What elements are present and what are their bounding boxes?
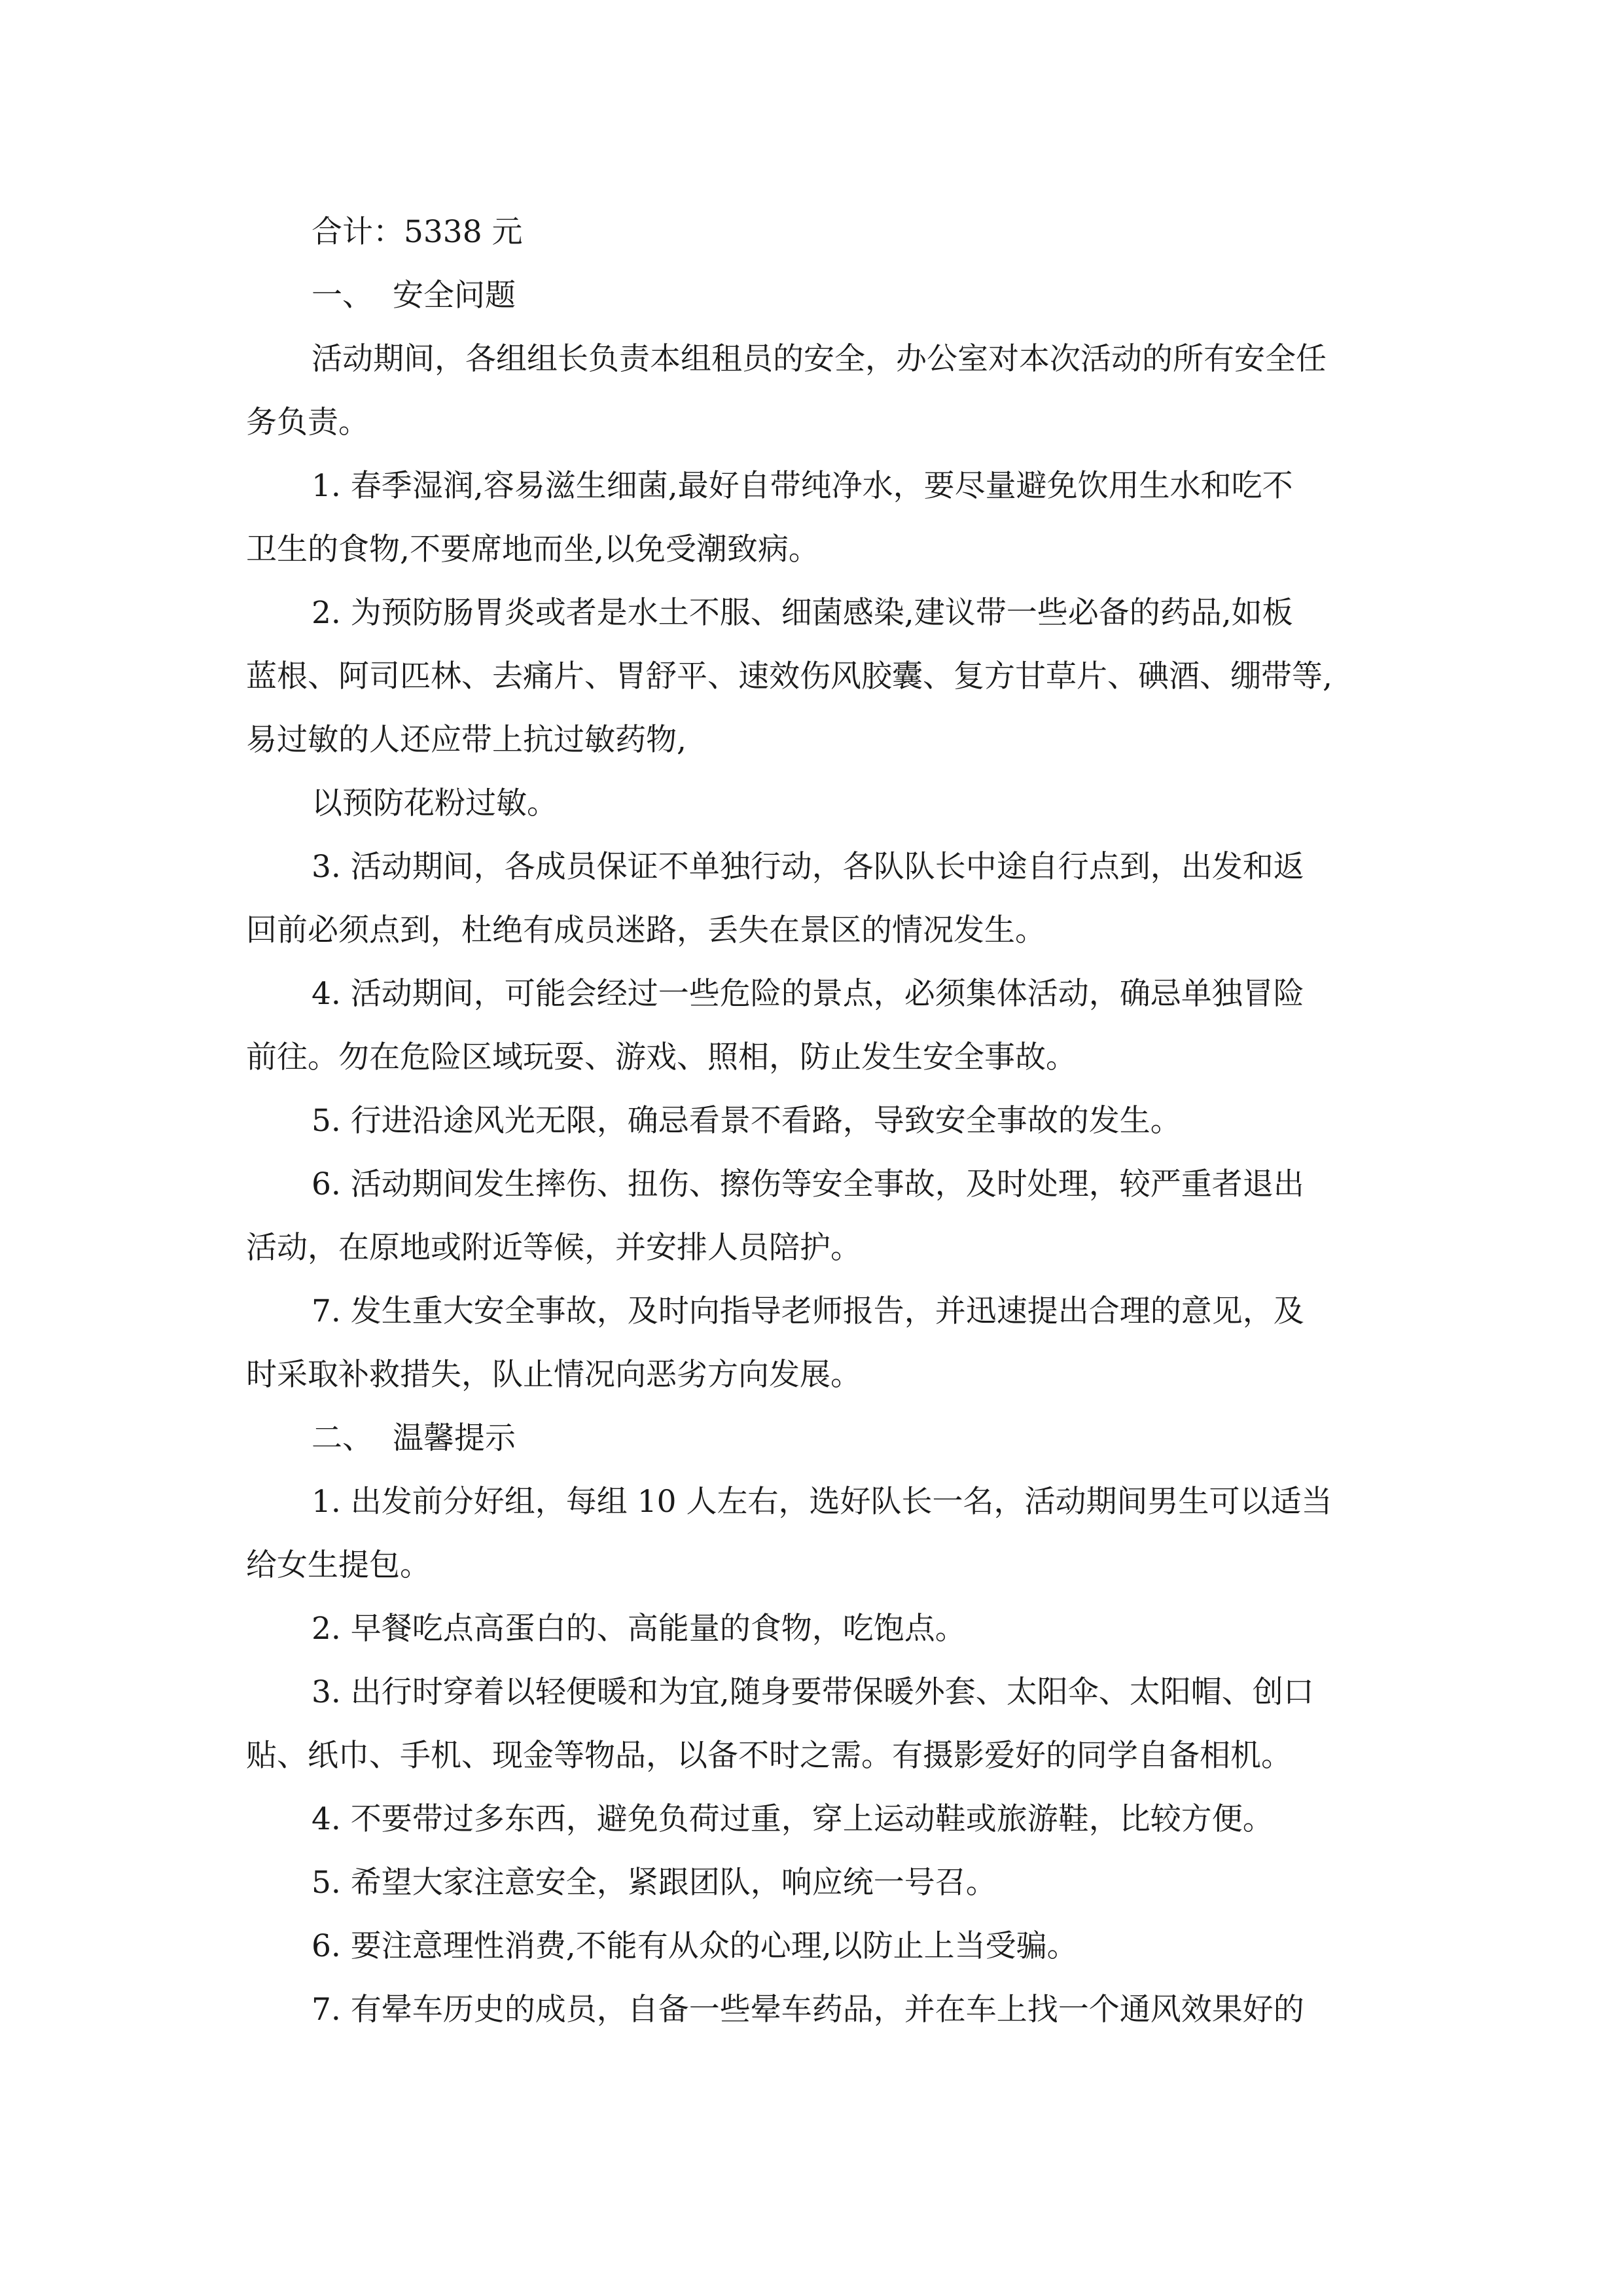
list-item-line: 5. 行进沿途风光无限，确忌看景不看路，导致安全事故的发生。 (312, 1103, 1181, 1139)
paragraph-line: 活动期间，各组组长负责本组租员的安全，办公室对本次活动的所有安全任 (312, 341, 1327, 377)
section-title: 温馨提示 (393, 1420, 516, 1456)
paragraph-line: 务负责。 (246, 404, 369, 440)
section-number: 一、 (312, 278, 373, 314)
document-body (246, 200, 1381, 2041)
list-item-line: 时采取补救措失，队止情况向恶劣方向发展。 (246, 1357, 861, 1393)
list-item-line: 7. 发生重大安全事故，及时向指导老师报告，并迅速提出合理的意见，及 (312, 1293, 1304, 1329)
list-item-line: 活动，在原地或附近等候，并安排人员陪护。 (246, 1230, 861, 1266)
total-line: 合计：5338 元 (312, 214, 523, 250)
section-number: 二、 (312, 1420, 373, 1456)
list-item-line: 给女生提包。 (246, 1547, 431, 1583)
section-heading-tips (246, 1407, 1381, 1470)
list-item-line: 以预防花粉过敏。 (312, 785, 558, 821)
list-item-line: 回前必须点到，杜绝有成员迷路，丢失在景区的情况发生。 (246, 912, 1046, 948)
list-item-line: 7. 有晕车历史的成员，自备一些晕车药品，并在车上找一个通风效果好的 (312, 1992, 1304, 2028)
list-item-line: 4. 不要带过多东西，避免负荷过重，穿上运动鞋或旅游鞋，比较方便。 (312, 1801, 1274, 1837)
list-item-line: 4. 活动期间，可能会经过一些危险的景点，必须集体活动，确忌单独冒险 (312, 976, 1304, 1012)
list-item-line: 3. 活动期间，各成员保证不单独行动，各队队长中途自行点到，出发和返 (312, 849, 1304, 885)
section-heading-safety (246, 264, 1381, 327)
list-item-line: 5. 希望大家注意安全，紧跟团队，响应统一号召。 (312, 1865, 997, 1901)
list-item-line: 前往。勿在危险区域玩耍、游戏、照相，防止发生安全事故。 (246, 1039, 1077, 1075)
list-item-line: 1. 出发前分好组，每组 10 人左右，选好队长一名，活动期间男生可以适当 (312, 1484, 1332, 1520)
list-item-line: 2. 为预防肠胃炎或者是水土不服、细菌感染,建议带一些必备的药品,如板 (312, 595, 1293, 631)
list-item-line: 贴、纸巾、手机、现金等物品，以备不时之需。有摄影爱好的同学自备相机。 (246, 1738, 1292, 1774)
list-item-line: 6. 活动期间发生摔伤、扭伤、擦伤等安全事故，及时处理，较严重者退出 (312, 1166, 1304, 1202)
list-item-line: 2. 早餐吃点高蛋白的、高能量的食物，吃饱点。 (312, 1611, 966, 1647)
list-item-line: 卫生的食物,不要席地而坐,以免受潮致病。 (246, 531, 819, 567)
list-item-line: 蓝根、阿司匹林、去痛片、胃舒平、速效伤风胶囊、复方甘草片、碘酒、绷带等, (246, 658, 1332, 694)
list-item-line: 1. 春季湿润,容易滋生细菌,最好自带纯净水，要尽量避免饮用生水和吃不 (312, 468, 1293, 504)
section-title: 安全问题 (393, 278, 516, 314)
list-item-line: 3. 出行时穿着以轻便暖和为宜,随身要带保暖外套、太阳伞、太阳帽、创口 (312, 1674, 1314, 1710)
list-item-line: 6. 要注意理性消费,不能有从众的心理,以防止上当受骗。 (312, 1928, 1078, 1964)
list-item-line: 易过敏的人还应带上抗过敏药物, (246, 722, 687, 758)
